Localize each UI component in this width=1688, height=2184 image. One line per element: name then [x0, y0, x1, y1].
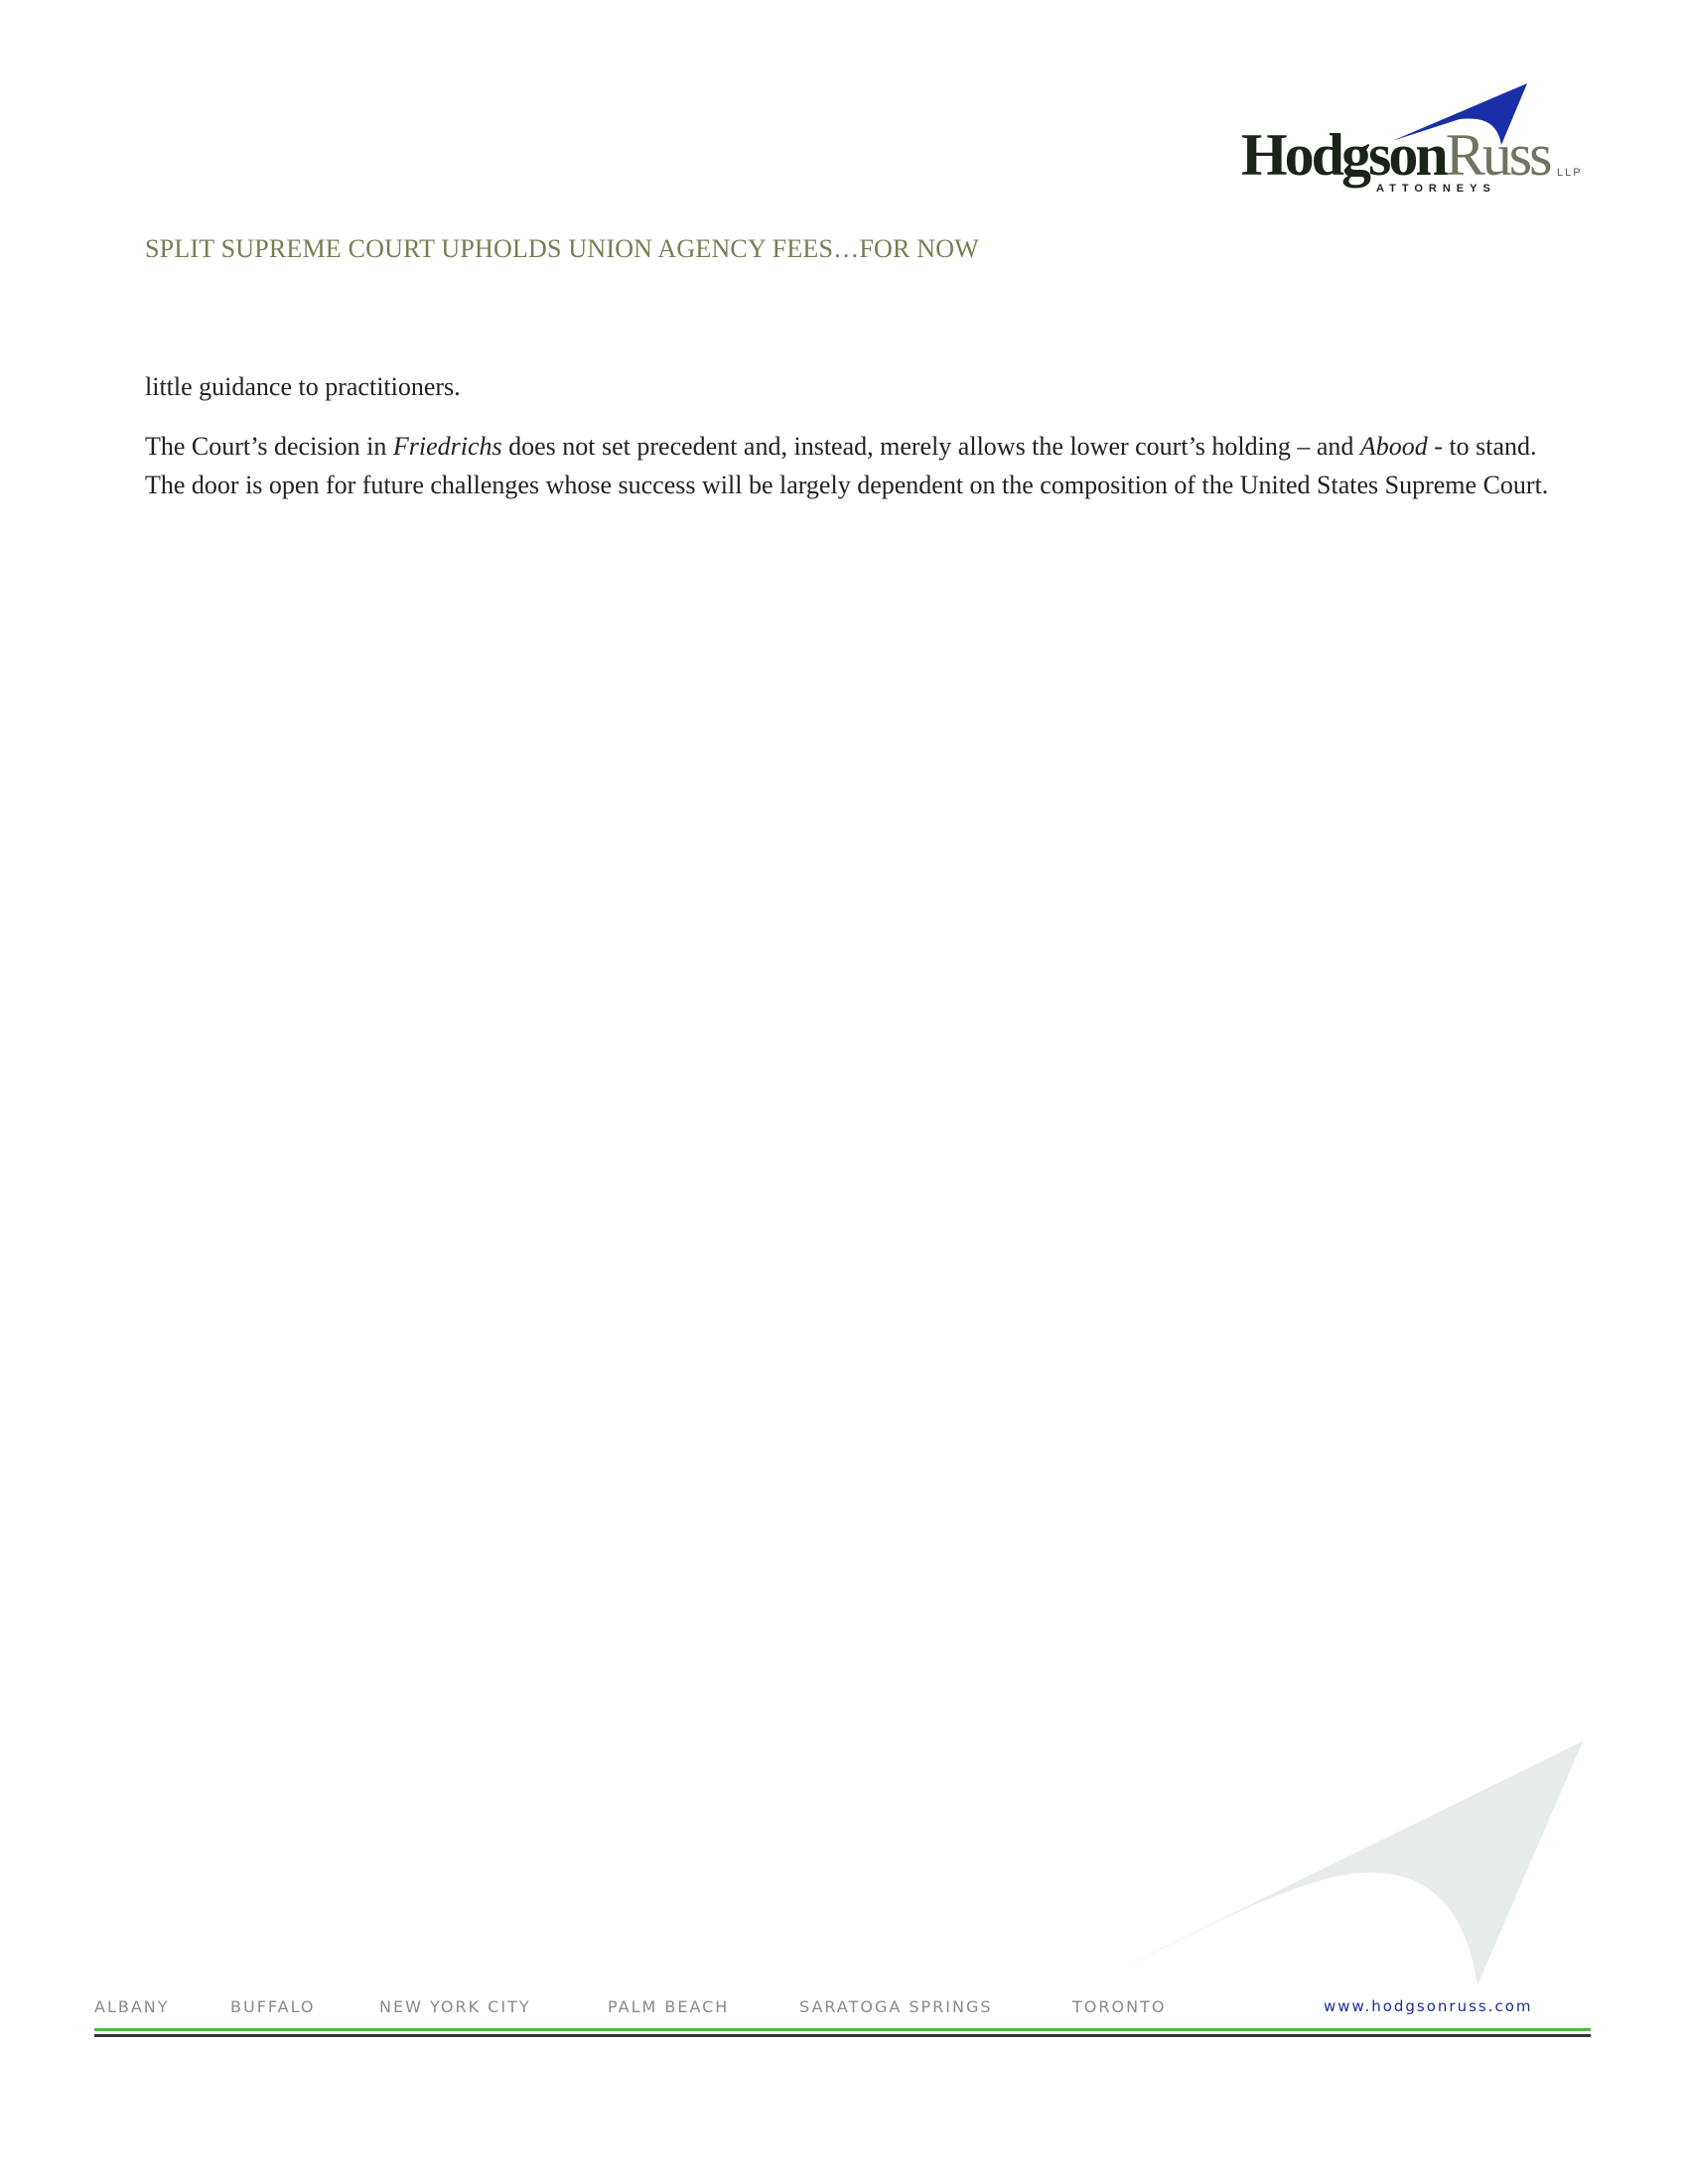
paragraph-1: little guidance to practitioners. [145, 372, 461, 401]
document-title: SPLIT SUPREME COURT UPHOLDS UNION AGENCY FEES…FOR NOW [145, 234, 979, 263]
paragraph-2-text-2: does not set precedent and, instead, merely allows the lower court’s holding – and [501, 432, 1360, 461]
document-body [145, 367, 1555, 525]
logo-suffix: LLP [1557, 167, 1583, 179]
logo-tagline: ATTORNEYS [1376, 183, 1496, 195]
paragraph-2-text-3: to stand. The door is open for future challenges whose success will be largely dependent on the composition of the United States Supreme Court. [145, 432, 1549, 499]
footer-rule-green [94, 2028, 1591, 2031]
logo-wordmark [1241, 122, 1550, 188]
case-name-abood: Abood - [1359, 432, 1443, 461]
office-albany: ALBANY [94, 1997, 170, 2016]
paragraph-2-text-1: The Court’s decision in [145, 432, 393, 461]
company-logo [1231, 71, 1599, 201]
case-name-friedrichs: Friedrichs [392, 432, 502, 461]
office-new-york-city: NEW YORK CITY [379, 1997, 531, 2016]
footer-rule-dark [94, 2034, 1591, 2037]
office-toronto: TORONTO [1072, 1997, 1167, 2016]
watermark-swoosh-icon [1112, 1737, 1589, 1995]
website-link[interactable]: www.hodgsonruss.com [1324, 1997, 1533, 2015]
office-buffalo: BUFFALO [230, 1997, 316, 2016]
office-saratoga-springs: SARATOGA SPRINGS [799, 1997, 993, 2016]
office-palm-beach: PALM BEACH [608, 1997, 730, 2016]
paragraph-2 [145, 427, 1555, 504]
logo-name-light: Russ [1445, 122, 1550, 188]
logo-name-dark: Hodgson [1241, 122, 1446, 188]
